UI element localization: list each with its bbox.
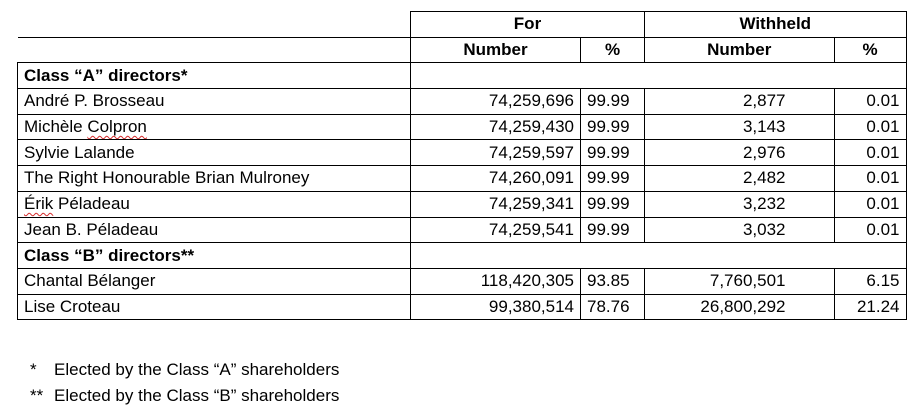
spacer-cell bbox=[645, 191, 658, 217]
for-number: 74,259,341 bbox=[411, 191, 581, 217]
spacer-cell bbox=[645, 114, 658, 140]
withheld-number: 3,143 bbox=[657, 114, 834, 140]
for-number: 118,420,305 bbox=[411, 268, 581, 294]
name-first-spellcheck: Érik bbox=[24, 194, 54, 214]
withheld-number: 3,032 bbox=[657, 217, 834, 243]
director-name: Chantal Bélanger bbox=[18, 268, 411, 294]
withheld-percent-header: % bbox=[834, 37, 906, 63]
withheld-percent: 0.01 bbox=[834, 217, 906, 243]
spacer-cell bbox=[645, 217, 658, 243]
withheld-number: 7,760,501 bbox=[657, 268, 834, 294]
for-percent: 99.99 bbox=[581, 191, 645, 217]
table-row bbox=[18, 294, 907, 320]
withheld-percent: 0.01 bbox=[834, 140, 906, 166]
election-results-table bbox=[17, 11, 907, 320]
footnote-text: Elected by the Class “A” shareholders bbox=[54, 360, 340, 379]
section-header-row bbox=[18, 243, 907, 269]
for-number: 74,259,597 bbox=[411, 140, 581, 166]
director-name bbox=[18, 191, 411, 217]
table-row bbox=[18, 217, 907, 243]
name-last: Péladeau bbox=[58, 194, 130, 214]
footnote-marker: ** bbox=[30, 386, 44, 405]
name-last-spellcheck: Colpron bbox=[87, 117, 147, 137]
director-name: Sylvie Lalande bbox=[18, 140, 411, 166]
group-header-row bbox=[18, 12, 907, 38]
for-number: 99,380,514 bbox=[411, 294, 581, 320]
for-percent: 99.99 bbox=[581, 140, 645, 166]
withheld-number: 3,232 bbox=[657, 191, 834, 217]
director-name: Jean B. Péladeau bbox=[18, 217, 411, 243]
spacer-cell bbox=[645, 140, 658, 166]
header-blank-cell bbox=[18, 12, 411, 38]
section-title-class-a: Class “A” directors* bbox=[18, 63, 411, 89]
table-row bbox=[18, 89, 907, 115]
for-percent: 99.99 bbox=[581, 166, 645, 192]
director-name: Lise Croteau bbox=[18, 294, 411, 320]
withheld-number: 2,482 bbox=[657, 166, 834, 192]
for-number: 74,259,430 bbox=[411, 114, 581, 140]
footnotes bbox=[30, 360, 339, 412]
table-row bbox=[18, 114, 907, 140]
for-percent: 93.85 bbox=[581, 268, 645, 294]
table-row bbox=[18, 140, 907, 166]
footnote-class-b bbox=[30, 386, 339, 412]
footnote-text: Elected by the Class “B” shareholders bbox=[54, 386, 340, 405]
director-name: The Right Honourable Brian Mulroney bbox=[18, 166, 411, 192]
footnote-marker: * bbox=[30, 360, 37, 379]
withheld-number: 2,877 bbox=[657, 89, 834, 115]
subheader-blank-cell bbox=[18, 37, 411, 63]
withheld-group-header: Withheld bbox=[645, 12, 907, 38]
for-number: 74,259,541 bbox=[411, 217, 581, 243]
section-title-class-b: Class “B” directors** bbox=[18, 243, 411, 269]
withheld-number: 2,976 bbox=[657, 140, 834, 166]
spacer-cell bbox=[645, 294, 658, 320]
section-filler-cell bbox=[411, 243, 907, 269]
spacer-cell bbox=[645, 89, 658, 115]
for-percent-header: % bbox=[581, 37, 645, 63]
director-name bbox=[18, 114, 411, 140]
director-name: André P. Brosseau bbox=[18, 89, 411, 115]
spacer-cell bbox=[645, 268, 658, 294]
for-percent: 99.99 bbox=[581, 217, 645, 243]
sub-header-row bbox=[18, 37, 907, 63]
footnote-class-a bbox=[30, 360, 339, 386]
section-filler-cell bbox=[411, 63, 907, 89]
table-row bbox=[18, 166, 907, 192]
for-percent: 99.99 bbox=[581, 89, 645, 115]
withheld-percent: 21.24 bbox=[834, 294, 906, 320]
for-number: 74,259,696 bbox=[411, 89, 581, 115]
for-group-header: For bbox=[411, 12, 645, 38]
table-row bbox=[18, 191, 907, 217]
table-row bbox=[18, 268, 907, 294]
for-number-header: Number bbox=[411, 37, 581, 63]
spacer-cell bbox=[645, 166, 658, 192]
withheld-percent: 0.01 bbox=[834, 89, 906, 115]
section-header-row bbox=[18, 63, 907, 89]
for-percent: 99.99 bbox=[581, 114, 645, 140]
withheld-percent: 0.01 bbox=[834, 191, 906, 217]
withheld-percent: 0.01 bbox=[834, 166, 906, 192]
withheld-number-header: Number bbox=[645, 37, 835, 63]
withheld-number: 26,800,292 bbox=[657, 294, 834, 320]
for-number: 74,260,091 bbox=[411, 166, 581, 192]
name-first: Michèle bbox=[24, 117, 83, 137]
withheld-percent: 6.15 bbox=[834, 268, 906, 294]
withheld-percent: 0.01 bbox=[834, 114, 906, 140]
for-percent: 78.76 bbox=[581, 294, 645, 320]
